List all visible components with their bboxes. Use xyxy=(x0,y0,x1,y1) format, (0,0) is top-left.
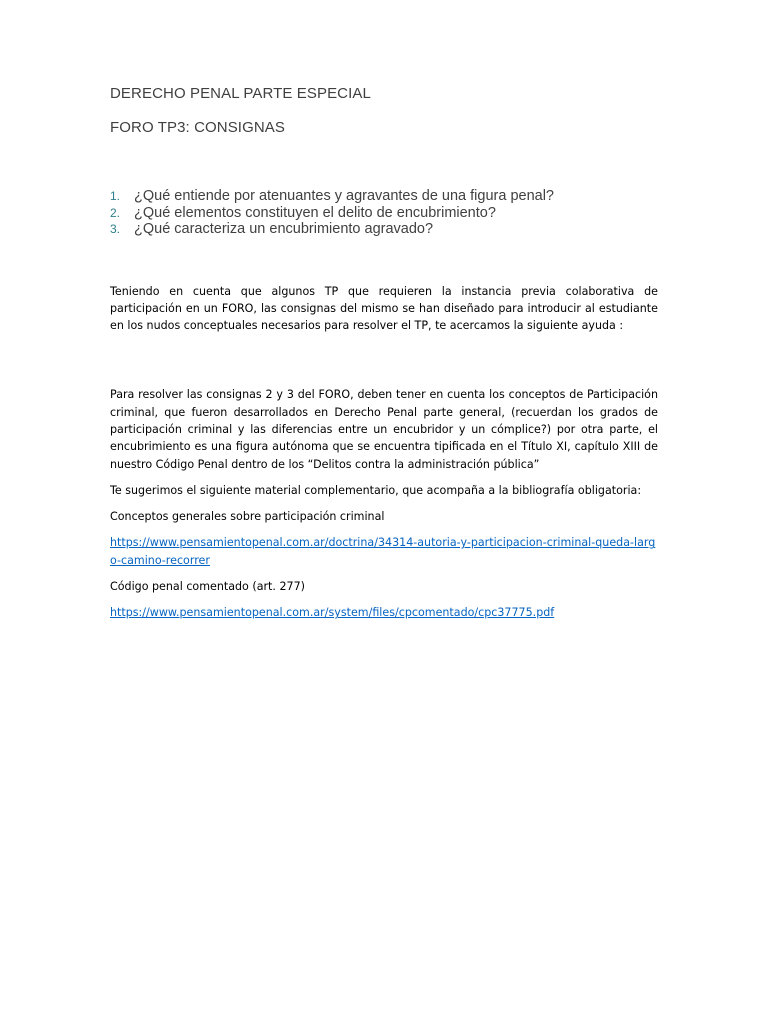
resource-link-codigo-penal[interactable]: https://www.pensamientopenal.com.ar/system/files/cpcomentado/cpc37775.pdf xyxy=(110,606,555,620)
question-text: ¿Qué caracteriza un encubrimiento agravado? xyxy=(134,221,434,237)
question-text: ¿Qué elementos constituyen el delito de encubrimiento? xyxy=(134,204,496,221)
question-item xyxy=(110,188,658,205)
question-item xyxy=(110,221,658,238)
resource-label-codigo-penal: Código penal comentado (art. 277) xyxy=(110,580,305,594)
question-list xyxy=(110,188,658,238)
resource-link-participacion[interactable]: https://www.pensamientopenal.com.ar/doctrina/34314-autoria-y-participacion-criminal-queda-largo-camino-recorrer xyxy=(110,536,656,567)
document-subtitle: FORO TP3: CONSIGNAS xyxy=(110,119,285,136)
question-number: 3. xyxy=(110,222,121,236)
document-title: DERECHO PENAL PARTE ESPECIAL xyxy=(110,85,371,102)
help-paragraph: Para resolver las consignas 2 y 3 del FORO, deben tener en cuenta los conceptos de Participación criminal, que fueron desarrollados en Derecho Penal parte general, (recuerdan los grados de participación criminal y las diferencias entre un encubridor y un cómplice?) por otra parte, el encubrimiento es una figura autónoma que se encuentra tipificada en el Título XI, capítulo XIII de nuestro Código Penal dentro de los “Delitos contra la administración pública” xyxy=(110,388,658,471)
intro-paragraph: Teniendo en cuenta que algunos TP que requieren la instancia previa colaborativa de participación en un FORO, las consignas del mismo se han diseñado para introducir al estudiante en los nudos conceptuales necesarios para resolver el TP, te acercamos la siguiente ayuda : xyxy=(110,284,658,333)
suggestion-text: Te sugerimos el siguiente material complementario, que acompaña a la bibliografía obligatoria: xyxy=(110,483,642,497)
question-number: 1. xyxy=(110,189,121,203)
question-item xyxy=(110,205,658,222)
question-number: 2. xyxy=(110,205,121,220)
resource-label-participacion: Conceptos generales sobre participación criminal xyxy=(110,510,385,524)
document-content xyxy=(110,84,658,622)
question-text: ¿Qué entiende por atenuantes y agravantes de una figura penal? xyxy=(134,188,554,204)
